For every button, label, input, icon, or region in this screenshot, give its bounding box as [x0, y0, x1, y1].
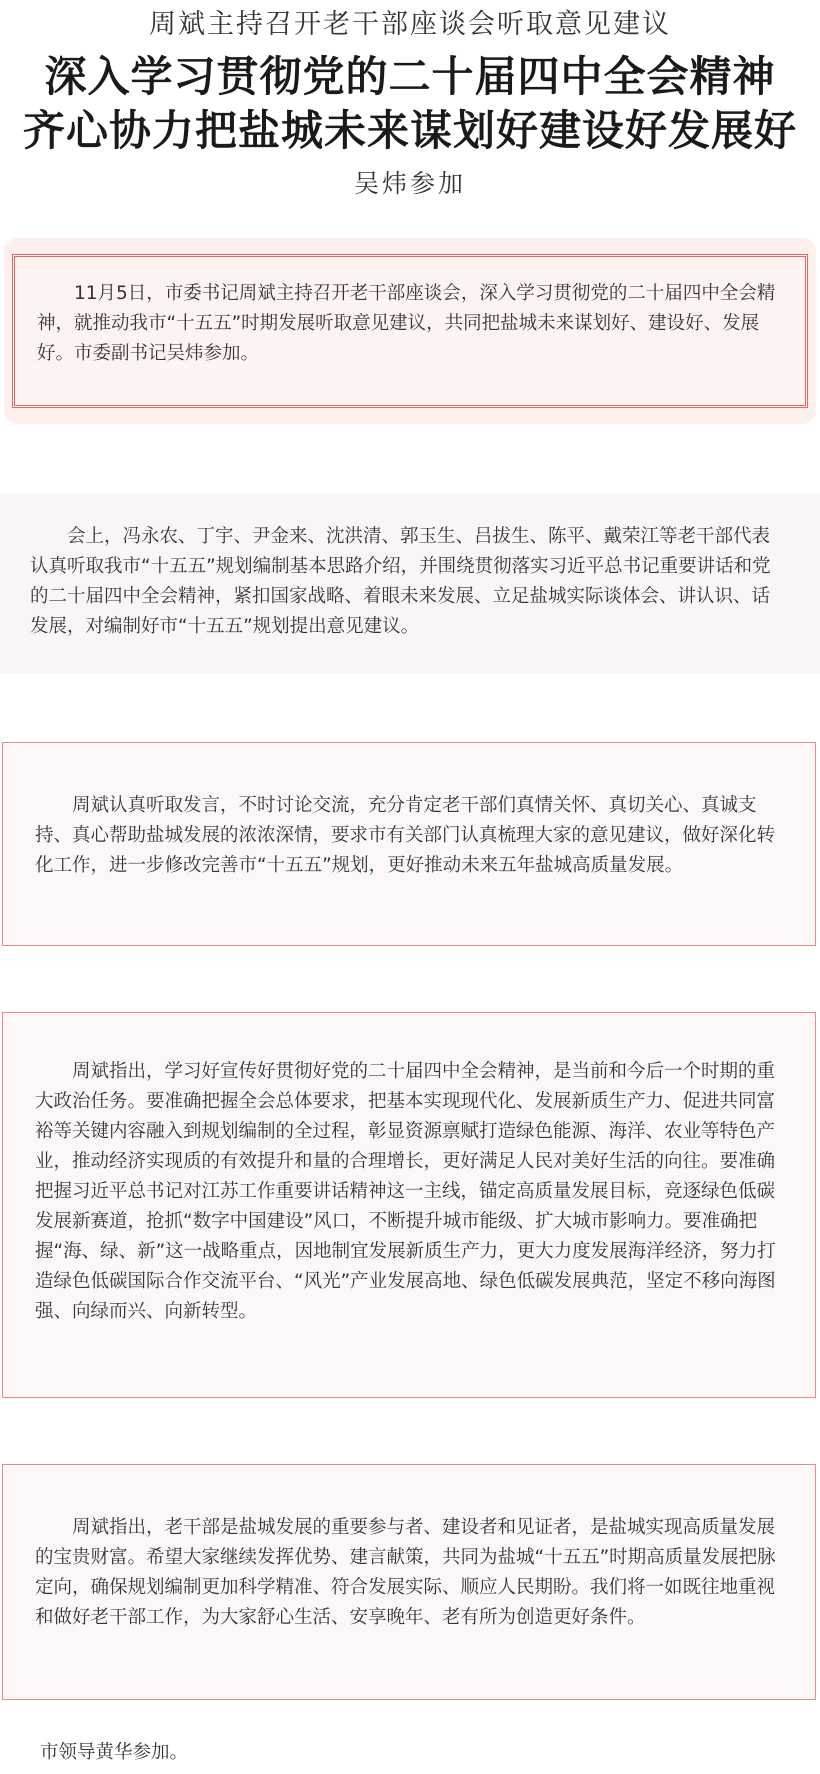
headline-line-2: 齐心协力把盐城未来谋划好建设好发展好: [22, 106, 797, 155]
article-subhead: 吴炜参加: [353, 169, 466, 198]
paragraph-2: 会上，冯永农、丁宇、尹金来、沈洪清、郭玉生、吕拔生、陈平、戴荣江等老干部代表认真听取我市“十五五”规划编制基本思路介绍，并围绕贯彻落实习近平总书记重要讲话和党的二十届四中全会精神，紧扣国家战略、着眼未来发展、立足盐城实际谈体会、讲认识、话发展，对编制好市“十五五”规划提出意见建议。: [30, 526, 771, 637]
lead-paragraph-card: [4, 238, 816, 424]
paragraph-card-5: [2, 1464, 816, 1700]
paragraph-card-4: [2, 1012, 816, 1398]
paragraph-5: 周斌指出，老干部是盐城发展的重要参与者、建设者和见证者，是盐城实现高质量发展的宝贵财富。希望大家继续发挥优势、建言献策，共同为盐城“十五五”时期高质量发展把脉定向，确保规划编制更加科学精准、符合发展实际、顺应人民期盼。我们将一如既往地重视和做好老干部工作，为大家舒心生活、安享晚年、老有所为创造更好条件。: [35, 1517, 776, 1628]
paragraph-3: 周斌认真听取发言，不时讨论交流，充分肯定老干部们真情关怀、真切关心、真诚支持、真心帮助盐城发展的浓浓深情，要求市有关部门认真梳理大家的意见建议，做好深化转化工作，进一步修改完善市“十五五”规划，更好推动未来五年盐城高质量发展。: [35, 795, 776, 876]
paragraph-card-3: [2, 742, 816, 946]
paragraph-card-2: [0, 493, 820, 673]
headline-line-1: 深入学习贯彻党的二十届四中全会精神: [44, 52, 776, 101]
lead-paragraph-frame: [12, 254, 808, 408]
closing-note: 市领导黄华参加。: [40, 1742, 189, 1763]
lead-paragraph: 11月5日，市委书记周斌主持召开老干部座谈会，深入学习贯彻党的二十届四中全会精神，就推动我市“十五五”时期发展听取意见建议，共同把盐城未来谋划好、建设好、发展好。市委副书记吴炜参加。: [37, 283, 776, 364]
paragraph-4: 周斌指出，学习好宣传好贯彻好党的二十届四中全会精神，是当前和今后一个时期的重大政治任务。要准确把握全会总体要求，把基本实现现代化、发展新质生产力、促进共同富裕等关键内容融入到规划编制的全过程，彰显资源禀赋打造绿色能源、海洋、农业等特色产业，推动经济实现质的有效提升和量的合理增长，更好满足人民对美好生活的向往。要准确把握习近平总书记对江苏工作重要讲话精神这一主线，锚定高质量发展目标，竞逐绿色低碳发展新赛道，抢抓“数字中国建设”风口，不断提升城市能级、扩大城市影响力。要准确把握“海、绿、新”这一战略重点，因地制宜发展新质生产力，更大力度发展海洋经济，努力打造绿色低碳国际合作交流平台、“风光”产业发展高地、绿色低碳发展典范，坚定不移向海图强、向绿而兴、向新转型。: [35, 1061, 776, 1322]
article-kicker: 周斌主持召开老干部座谈会听取意见建议: [149, 9, 671, 40]
